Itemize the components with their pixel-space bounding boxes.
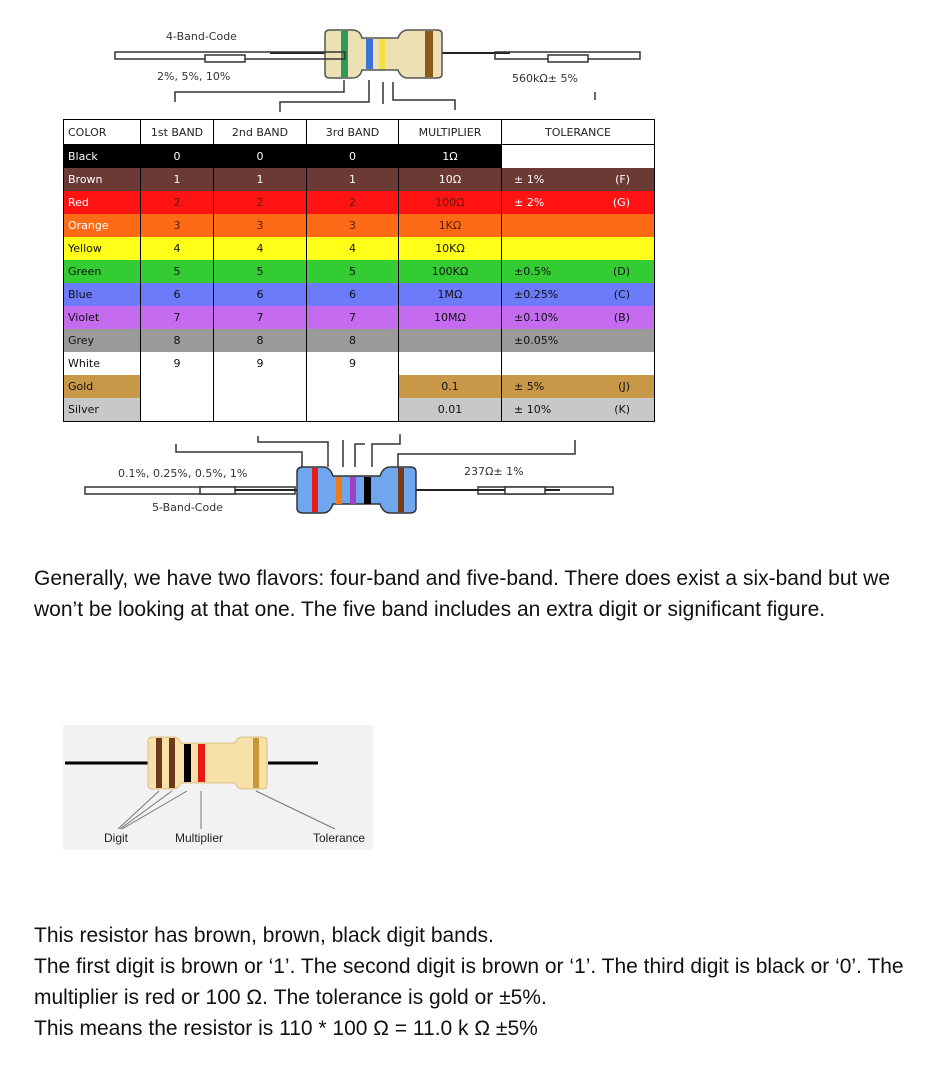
cell-tolerance [502,214,655,237]
explanation-paragraph [34,920,914,1044]
tolerance-code: (D) [612,265,630,278]
cell-band-3: 1 [307,168,399,191]
cell-multiplier: 100KΩ [399,260,502,283]
tolerance-value: ±0.10% [514,311,559,324]
table-row [64,237,655,260]
header-3rd-band: 3rd BAND [307,120,399,145]
tolerance-value: ± 10% [514,403,552,416]
cell-band-2: 4 [214,237,307,260]
explanation-line-1: This resistor has brown, brown, black digit bands. [34,924,494,947]
cell-band-1: 2 [141,191,214,214]
cell-tolerance [502,191,655,214]
tolerance-value: ±0.5% [514,265,552,278]
tolerance-value: ± 1% [514,173,545,186]
table-row [64,145,655,169]
four-band-tolerance-label: 2%, 5%, 10% [157,70,231,83]
tolerance-code: (G) [612,196,630,209]
cell-multiplier: 100Ω [399,191,502,214]
cell-band-2: 8 [214,329,307,352]
four-band-label: 4-Band-Code [166,30,237,43]
cell-tolerance [502,283,655,306]
band-red-multiplier [198,744,205,782]
table-row [64,398,655,422]
table-row [64,168,655,191]
cell-tolerance [502,398,655,422]
cell-tolerance [502,237,655,260]
cell-multiplier [399,352,502,375]
cell-multiplier: 1KΩ [399,214,502,237]
cell-color: Brown [64,168,141,191]
multiplier-label: Multiplier [175,831,224,845]
cell-band-3: 0 [307,145,399,169]
four-band-example: 560kΩ± 5% [512,72,578,85]
cell-color: Grey [64,329,141,352]
cell-color: Violet [64,306,141,329]
cell-band-3 [307,375,399,398]
tolerance-label: Tolerance [313,831,366,845]
header-multiplier: MULTIPLIER [399,120,502,145]
cell-multiplier [399,329,502,352]
intro-text: Generally, we have two flavors: four-band and five-band. There does exist a six-band but we won’t be looking at that one. The five band includes an extra digit or significant figure. [34,567,891,621]
tolerance-code: (C) [613,288,630,301]
cell-color: Gold [64,375,141,398]
intro-paragraph [34,563,904,625]
cell-band-1: 8 [141,329,214,352]
cell-band-1: 6 [141,283,214,306]
cell-band-3: 4 [307,237,399,260]
cell-multiplier: 1MΩ [399,283,502,306]
cell-tolerance [502,329,655,352]
cell-band-1: 5 [141,260,214,283]
cell-band-2 [214,375,307,398]
header-color: COLOR [64,120,141,145]
cell-band-2: 0 [214,145,307,169]
cell-band-2: 9 [214,352,307,375]
cell-band-3 [307,398,399,422]
header-tolerance: TOLERANCE [502,120,655,145]
table-row [64,306,655,329]
cell-band-1: 4 [141,237,214,260]
cell-color: Orange [64,214,141,237]
cell-band-1: 7 [141,306,214,329]
explanation-line-3: This means the resistor is 110 * 100 Ω = 11.0 k Ω ±5% [34,1017,538,1040]
digit-label: Digit [104,831,129,845]
cell-band-2: 5 [214,260,307,283]
cell-tolerance [502,352,655,375]
cell-tolerance [502,145,655,169]
tolerance-code: (B) [613,311,630,324]
band-brown-1 [156,738,162,788]
band-blue [366,39,373,69]
tolerance-value: ± 2% [514,196,545,209]
cell-multiplier: 10KΩ [399,237,502,260]
table-row [64,214,655,237]
cell-color: Blue [64,283,141,306]
cell-band-1: 9 [141,352,214,375]
cell-color: Green [64,260,141,283]
cell-color: Silver [64,398,141,422]
cell-color: Yellow [64,237,141,260]
cell-band-3: 2 [307,191,399,214]
cell-tolerance [502,260,655,283]
cell-band-2: 1 [214,168,307,191]
cell-band-3: 8 [307,329,399,352]
table-row [64,329,655,352]
cell-color: Black [64,145,141,169]
cell-band-2: 6 [214,283,307,306]
cell-band-1: 0 [141,145,214,169]
cell-band-2 [214,398,307,422]
cell-multiplier: 1Ω [399,145,502,169]
table-row [64,283,655,306]
tolerance-value: ±0.25% [514,288,559,301]
four-band-resistor-diagram [0,0,933,119]
cell-tolerance [502,168,655,191]
band-brown [398,468,404,512]
tolerance-value: ±0.05% [514,334,559,347]
cell-color: Red [64,191,141,214]
cell-band-3: 7 [307,306,399,329]
tan-resistor-body [148,737,267,789]
cell-band-1 [141,398,214,422]
cell-tolerance [502,306,655,329]
cell-multiplier: 10MΩ [399,306,502,329]
band-black [364,477,371,504]
table-header-row [64,120,655,145]
cell-multiplier: 10Ω [399,168,502,191]
cell-band-3: 3 [307,214,399,237]
cell-band-1 [141,375,214,398]
tolerance-code: (J) [618,380,630,393]
cell-band-2: 3 [214,214,307,237]
cell-band-2: 2 [214,191,307,214]
header-2nd-band: 2nd BAND [214,120,307,145]
table-row [64,352,655,375]
tolerance-value: ± 5% [514,380,545,393]
band-gold [425,31,433,77]
band-orange [336,477,342,504]
cell-color: White [64,352,141,375]
cell-band-3: 9 [307,352,399,375]
color-code-table [63,119,655,422]
cell-tolerance [502,375,655,398]
header-1st-band: 1st BAND [141,120,214,145]
band-yellow [379,39,385,69]
five-band-tolerance-label: 0.1%, 0.25%, 0.5%, 1% [118,467,248,480]
table-row [64,260,655,283]
explanation-line-2: The first digit is brown or ‘1’. The second digit is brown or ‘1’. The third digit is black or ‘0’. The multiplier is red or 100 Ω. The tolerance is gold or ±5%. [34,955,904,1009]
table-row [64,191,655,214]
bracket-box-left-small [205,55,245,62]
cell-multiplier: 0.1 [399,375,502,398]
band-violet [350,477,356,504]
tolerance-code: (F) [615,173,630,186]
cell-band-1: 3 [141,214,214,237]
cell-band-2: 7 [214,306,307,329]
band-gold-tolerance [253,738,259,788]
tolerance-code: (K) [614,403,630,416]
cell-multiplier: 0.01 [399,398,502,422]
table-row [64,375,655,398]
band-red [312,468,318,512]
bracket-box-right-small [548,55,588,62]
band-black-digit [184,744,191,782]
band-brown-2 [169,738,175,788]
cell-band-1: 1 [141,168,214,191]
five-band-label: 5-Band-Code [152,501,223,514]
cell-band-3: 6 [307,283,399,306]
five-band-example: 237Ω± 1% [464,465,524,478]
cell-band-3: 5 [307,260,399,283]
